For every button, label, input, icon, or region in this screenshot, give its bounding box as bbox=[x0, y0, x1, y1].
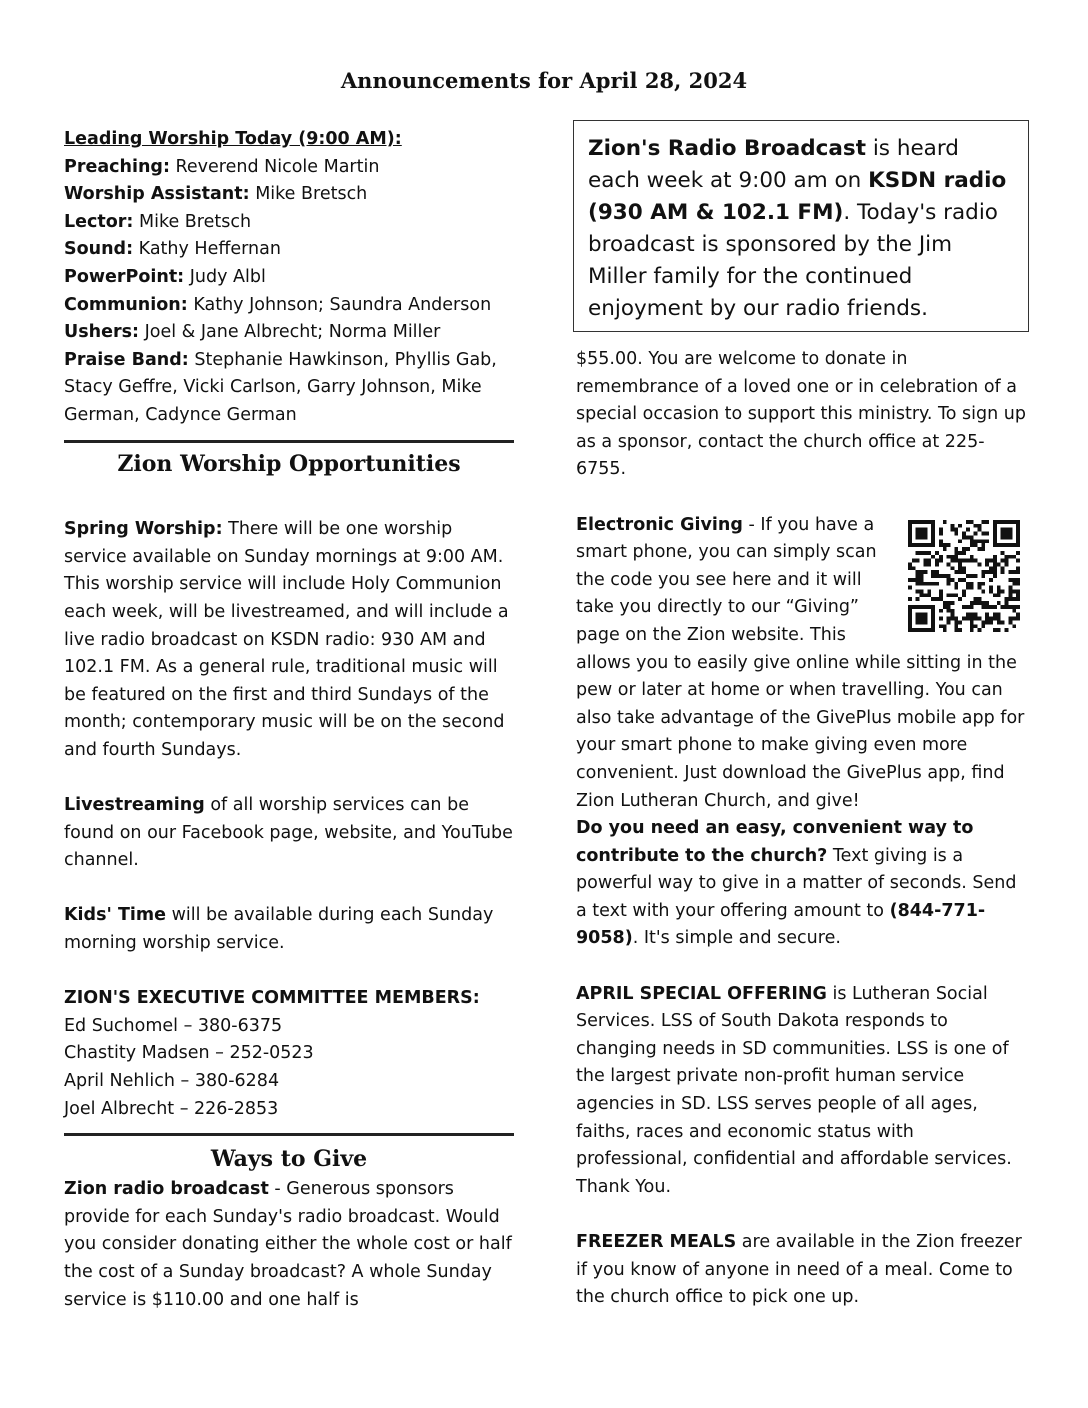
radio-box-label: Zion's Radio Broadcast bbox=[588, 136, 866, 161]
role-name: Mike Bretsch bbox=[255, 184, 368, 205]
leading-item bbox=[64, 319, 514, 347]
text-giving-paragraph bbox=[576, 815, 1028, 953]
committee-member: April Nehlich – 380-6284 bbox=[64, 1071, 280, 1091]
committee-member: Chastity Madsen – 252-0523 bbox=[64, 1043, 314, 1064]
role-label: Communion: bbox=[64, 294, 188, 315]
right-column bbox=[576, 346, 1028, 1312]
radio-sponsor-text: - Generous sponsors provide for each Sunday's radio broadcast. Would you consider donating either the whole cost or half the cost of a Sunday broadcast? A whole Sunday service is $110.00 and one half is bbox=[64, 1179, 512, 1310]
radio-box-station: KSDN radio (930 AM & 102.1 FM) bbox=[588, 168, 1007, 225]
leading-worship-section bbox=[64, 126, 514, 430]
leading-item bbox=[64, 154, 514, 182]
role-label: Lector: bbox=[64, 211, 134, 232]
spring-worship-paragraph bbox=[64, 516, 514, 764]
committee-heading: ZION'S EXECUTIVE COMMITTEE MEMBERS: bbox=[64, 988, 480, 1009]
spring-worship-label: Spring Worship: bbox=[64, 519, 223, 540]
text-giving-phone: (844-771-9058) bbox=[576, 900, 986, 949]
text-giving-text: . It's simple and secure. bbox=[632, 928, 841, 949]
leading-item bbox=[64, 264, 514, 292]
leading-item bbox=[64, 347, 514, 430]
role-label: Sound: bbox=[64, 239, 134, 260]
spring-worship-text: There will be one worship service available on Sunday mornings at 9:00 AM. This worship service will include Holy Communion each week, will be livestreamed, and will include a live radio broadcast on KSDN radio: 930 AM and 102.1 FM. As a general rule, traditional music will be featured on the first and third Sundays of the month; contemporary music will be on the second and fourth Sundays. bbox=[64, 519, 509, 760]
text-giving-label: Do you need an easy, convenient way to contribute to the church? bbox=[576, 818, 974, 866]
role-label: Praise Band: bbox=[64, 349, 189, 370]
radio-sponsor-continued: $55.00. You are welcome to donate in remembrance of a loved one or in celebration of a special occasion to support this ministry. To sign up as a sponsor, contact the church office at 225-6755. bbox=[576, 349, 1026, 480]
role-label: Preaching: bbox=[64, 156, 170, 177]
committee-member: Joel Albrecht – 226-2853 bbox=[64, 1098, 279, 1119]
radio-box-text: . Today's radio broadcast is sponsored by the Jim Miller family for the continued enjoyment by our radio friends. bbox=[588, 200, 998, 321]
kids-time-paragraph bbox=[64, 902, 514, 957]
radio-sponsor-paragraph bbox=[64, 1176, 514, 1314]
role-name: Judy Albl bbox=[189, 266, 266, 287]
freezer-meals-text: are available in the Zion freezer if you know of anyone in need of a meal. Come to the church office to pick one up. bbox=[576, 1232, 1022, 1308]
section-divider bbox=[64, 440, 514, 443]
opportunities-heading: Zion Worship Opportunities bbox=[117, 450, 461, 477]
role-name: Kathy Johnson; Saundra Anderson bbox=[193, 294, 492, 315]
freezer-meals-paragraph bbox=[576, 1229, 1028, 1312]
ways-to-give-heading: Ways to Give bbox=[210, 1146, 368, 1173]
section-divider bbox=[64, 1133, 514, 1136]
role-name: Joel & Jane Albrecht; Norma Miller bbox=[144, 322, 441, 343]
april-offering-paragraph bbox=[576, 981, 1028, 1202]
leading-worship-heading: Leading Worship Today (9:00 AM): bbox=[64, 129, 402, 149]
role-name: Stephanie Hawkinson, Phyllis Gab, Stacy Geffre, Vicki Carlson, Garry Johnson, Mike German, Cadynce German bbox=[64, 349, 497, 425]
kids-time-text: will be available during each Sunday morning worship service. bbox=[64, 905, 494, 954]
april-offering-text: is Lutheran Social Services. LSS of South Dakota responds to changing needs in SD communities. LSS is one of the largest private non-profit human service agencies in SD. LSS serves people of all ages, faiths, races and economic status with professional, confidential and affordable services. Thank You. bbox=[576, 983, 1012, 1197]
role-name: Reverend Nicole Martin bbox=[175, 156, 380, 177]
committee-member: Ed Suchomel – 380-6375 bbox=[64, 1015, 283, 1036]
text-giving-text: Text giving is a powerful way to give in a matter of seconds. Send a text with your offering amount to bbox=[576, 845, 1017, 921]
radio-sponsor-label: Zion radio broadcast bbox=[64, 1179, 269, 1200]
livestreaming-text: of all worship services can be found on our Facebook page, website, and YouTube channel. bbox=[64, 795, 513, 871]
left-column bbox=[64, 126, 514, 1314]
radio-box-text: is heard each week at 9:00 am on bbox=[588, 136, 959, 193]
role-label: Ushers: bbox=[64, 322, 139, 343]
page-title: Announcements for April 28, 2024 bbox=[340, 68, 748, 93]
role-name: Kathy Heffernan bbox=[138, 239, 281, 260]
leading-item bbox=[64, 181, 514, 209]
leading-item bbox=[64, 236, 514, 264]
radio-broadcast-box bbox=[573, 120, 1029, 332]
role-label: PowerPoint: bbox=[64, 266, 185, 287]
leading-item bbox=[64, 209, 514, 237]
qr-code-icon[interactable] bbox=[908, 520, 1020, 632]
kids-time-label: Kids' Time bbox=[64, 905, 166, 926]
electronic-giving-label: Electronic Giving bbox=[576, 514, 743, 535]
leading-item bbox=[64, 292, 514, 320]
electronic-giving-text: - If you have a smart phone, you can simply scan the code you see here and it will take you directly to our “Giving” page on the Zion website. This allows you to easily give online while sitting in the pew or later at home or when travelling. You can also take advantage of the GivePlus mobile app for your smart phone to make giving even more convenient. Just download the GivePlus app, find Zion Lutheran Church, and give! bbox=[576, 514, 1025, 811]
freezer-meals-label: FREEZER MEALS bbox=[576, 1232, 737, 1252]
role-label: Worship Assistant: bbox=[64, 184, 250, 205]
livestreaming-paragraph bbox=[64, 792, 514, 875]
april-offering-label: APRIL SPECIAL OFFERING bbox=[576, 983, 827, 1004]
livestreaming-label: Livestreaming bbox=[64, 795, 205, 816]
role-name: Mike Bretsch bbox=[139, 211, 252, 232]
